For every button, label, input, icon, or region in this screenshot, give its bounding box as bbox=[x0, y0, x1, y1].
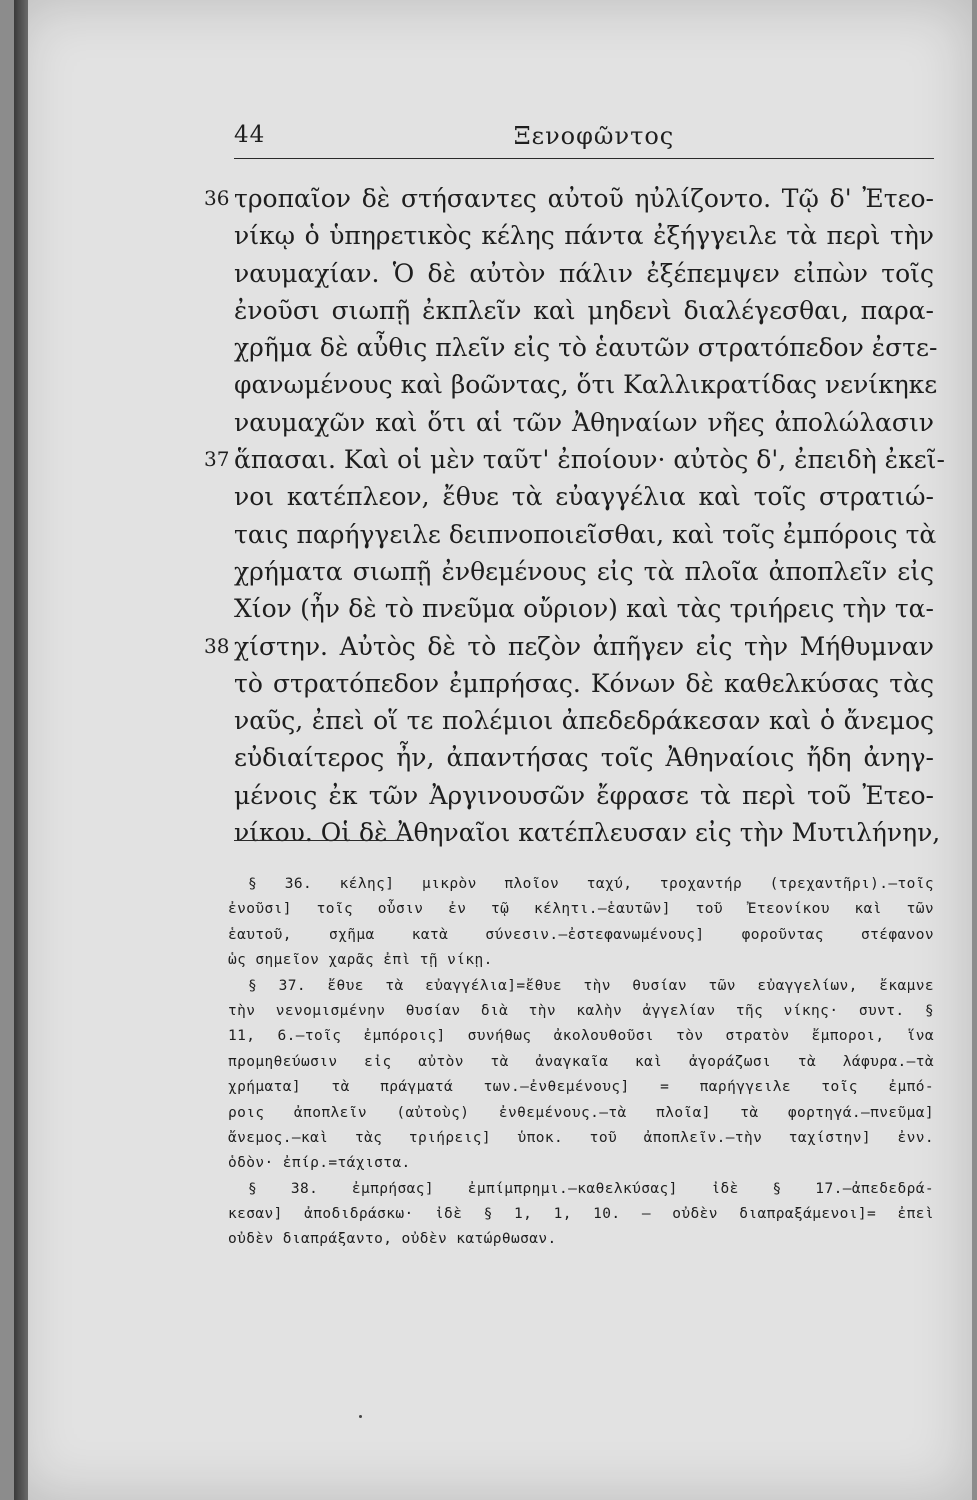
page-binding-shadow bbox=[14, 0, 28, 1500]
line-text: Χίον (ἦν δὲ τὸ πνεῦμα οὔριον) καὶ τὰς τριήρεις τὴν τα- bbox=[234, 594, 934, 624]
note-line: τὴν νενομισμένην θυσίαν διὰ τὴν καλὴν ἀγγελίαν τῆς νίκης· συντ. § bbox=[228, 1002, 934, 1019]
text-line bbox=[194, 255, 934, 292]
note-line: ἑαυτοῦ, σχῆμα κατὰ σύνεσιν.—ἐστεφανωμένους] φοροῦντας στέφανον bbox=[228, 926, 934, 943]
text-line bbox=[194, 553, 934, 590]
text-line bbox=[194, 665, 934, 702]
line-text: ναῦς, ἐπεὶ οἵ τε πολέμιοι ἀπεδεδράκεσαν καὶ ὁ ἄνεμος bbox=[234, 706, 934, 736]
note-line: § 36. κέλης] μικρὸν πλοῖον ταχύ, τροχαντήρ (τρεχαντῆρι).—τοῖς bbox=[248, 876, 934, 892]
section-number: 36 bbox=[204, 186, 230, 210]
note-line: ὁδὸν· ἐπίρ.=τάχιστα. bbox=[228, 1155, 411, 1172]
text-line bbox=[194, 180, 934, 217]
line-text: ναυμαχῶν καὶ ὅτι αἱ τῶν Ἀθηναίων νῆες ἀπολώλασιν bbox=[234, 407, 934, 437]
main-text-block bbox=[194, 180, 954, 851]
note-line: ἐνοῦσι] τοῖς οὖσιν ἐν τῷ κέλητι.—ἑαυτῶν] τοῦ Ἐτεονίκου καὶ τῶν bbox=[228, 901, 934, 918]
note-line: § 38. ἐμπρήσας] ἐμπίμπρημι.—καθελκύσας] ἰδὲ § 17.—ἀπεδεδρά- bbox=[248, 1180, 934, 1197]
text-line bbox=[194, 292, 934, 329]
text-line bbox=[194, 628, 934, 665]
note-line: 11, 6.—τοῖς ἐμπόροις] συνήθως ἀκολουθοῦσι τὸν στρατὸν ἔμποροι, ἵνα bbox=[228, 1028, 934, 1045]
note-line: προμηθεύωσιν εἰς αὐτὸν τὰ ἀναγκαῖα καὶ ἀγοράζωσι τὰ λάφυρα.—τὰ bbox=[228, 1053, 934, 1070]
line-text: τὸ στρατόπεδον ἐμπρήσας. Κόνων δὲ καθελκύσας τὰς bbox=[234, 668, 934, 698]
note-line: οὐδὲν διαπράξαντο, οὐδὲν κατώρθωσαν. bbox=[228, 1231, 557, 1248]
note-line: ὡς σημεῖον χαρᾶς ἐπὶ τῇ νίκῃ. bbox=[228, 952, 493, 969]
text-line bbox=[194, 777, 934, 814]
line-text: ἐνοῦσι σιωπῇ ἐκπλεῖν καὶ μηδενὶ διαλέγεσθαι, παρα- bbox=[234, 295, 934, 325]
text-line bbox=[194, 590, 934, 627]
line-text: μένοις ἐκ τῶν Ἀργινουσῶν ἔφρασε τὰ περὶ τοῦ Ἐτεο- bbox=[234, 780, 934, 810]
line-text: χρῆμα δὲ αὖθις πλεῖν εἰς τὸ ἑαυτῶν στρατόπεδον ἐστε- bbox=[234, 333, 938, 363]
note-line: χρήματα] τὰ πράγματά των.—ἐνθεμένους] = παρήγγειλε τοῖς ἐμπό- bbox=[228, 1079, 934, 1096]
running-title: Ξενοφῶντος bbox=[513, 122, 675, 150]
line-text: τροπαῖον δὲ στήσαντες αὐτοῦ ηὐλίζοντο. Τῷ δ' Ἐτεο- bbox=[234, 184, 934, 213]
note-line: ἄνεμος.—καὶ τὰς τριήρεις] ὑποκ. τοῦ ἀποπλεῖν.—τὴν ταχίστην] ἐνν. bbox=[228, 1129, 934, 1146]
page-number: 44 bbox=[234, 122, 266, 148]
line-text: φανωμένους καὶ βοῶντας, ὅτι Καλλικρατίδας νενίκηκε bbox=[234, 370, 938, 400]
note-line: ροις ἀποπλεῖν (αὐτοὺς) ἐνθεμένους.—τὰ πλοῖα] τὰ φορτηγά.—πνεῦμα] bbox=[228, 1104, 934, 1121]
page-header bbox=[234, 118, 934, 159]
text-line bbox=[194, 217, 934, 254]
line-text: χίστην. Αὐτὸς δὲ τὸ πεζὸν ἀπῆγεν εἰς τὴν Μήθυμναν bbox=[234, 631, 934, 661]
section-number: 38 bbox=[204, 633, 230, 658]
line-text: νίκῳ ὁ ὑπηρετικὸς κέλης πάντα ἐξήγγειλε τὰ περὶ τὴν bbox=[234, 221, 934, 251]
text-line bbox=[194, 404, 934, 441]
text-line bbox=[194, 329, 938, 366]
line-text: νίκου. Οἱ δὲ Ἀθηναῖοι κατέπλευσαν εἰς τὴν Μυτιλήνην, bbox=[234, 818, 941, 848]
note-section-37 bbox=[214, 974, 934, 1177]
line-text: εὐδιαίτερος ἦν, ἀπαντήσας τοῖς Ἀθηναίοις ἤδη ἀνηγ- bbox=[234, 743, 934, 773]
note-line: § 37. ἔθυε τὰ εὐαγγέλια]=ἔθυε τὴν θυσίαν τῶν εὐαγγελίων, ἔκαμνε bbox=[248, 977, 934, 994]
text-line bbox=[194, 739, 934, 776]
commentary-notes bbox=[214, 872, 934, 1253]
text-line bbox=[194, 366, 938, 403]
text-line bbox=[194, 702, 934, 739]
note-section-38 bbox=[214, 1177, 934, 1253]
line-text: χρήματα σιωπῇ ἐνθεμένους εἰς τὰ πλοῖα ἀποπλεῖν εἰς bbox=[234, 556, 934, 586]
text-line bbox=[194, 478, 934, 515]
text-line bbox=[194, 814, 941, 851]
text-line bbox=[194, 516, 937, 553]
paper-speck bbox=[359, 1415, 362, 1418]
line-text: νοι κατέπλεον, ἔθυε τὰ εὐαγγέλια καὶ τοῖς στρατιώ- bbox=[234, 482, 934, 512]
line-text: ναυμαχίαν. Ὁ δὲ αὐτὸν πάλιν ἐξέπεμψεν εἰπὼν τοῖς bbox=[234, 258, 934, 288]
section-number: 37 bbox=[204, 447, 230, 472]
note-section-36 bbox=[214, 872, 934, 974]
book-page bbox=[14, 0, 972, 1500]
text-line bbox=[194, 441, 945, 478]
note-line: κεσαν] ἀποδιδράσκω· ἰδὲ § 1, 1, 10. — οὐδὲν διαπραξάμενοι]= ἐπεὶ bbox=[228, 1206, 934, 1223]
line-text: ἅπασαι. Καὶ οἱ μὲν ταῦτ' ἐποίουν· αὐτὸς δ', ἐπειδὴ ἐκεῖ- bbox=[234, 445, 945, 475]
footnote-divider bbox=[234, 840, 404, 841]
line-text: ταις παρήγγειλε δειπνοποιεῖσθαι, καὶ τοῖς ἐμπόροις τὰ bbox=[234, 519, 937, 549]
